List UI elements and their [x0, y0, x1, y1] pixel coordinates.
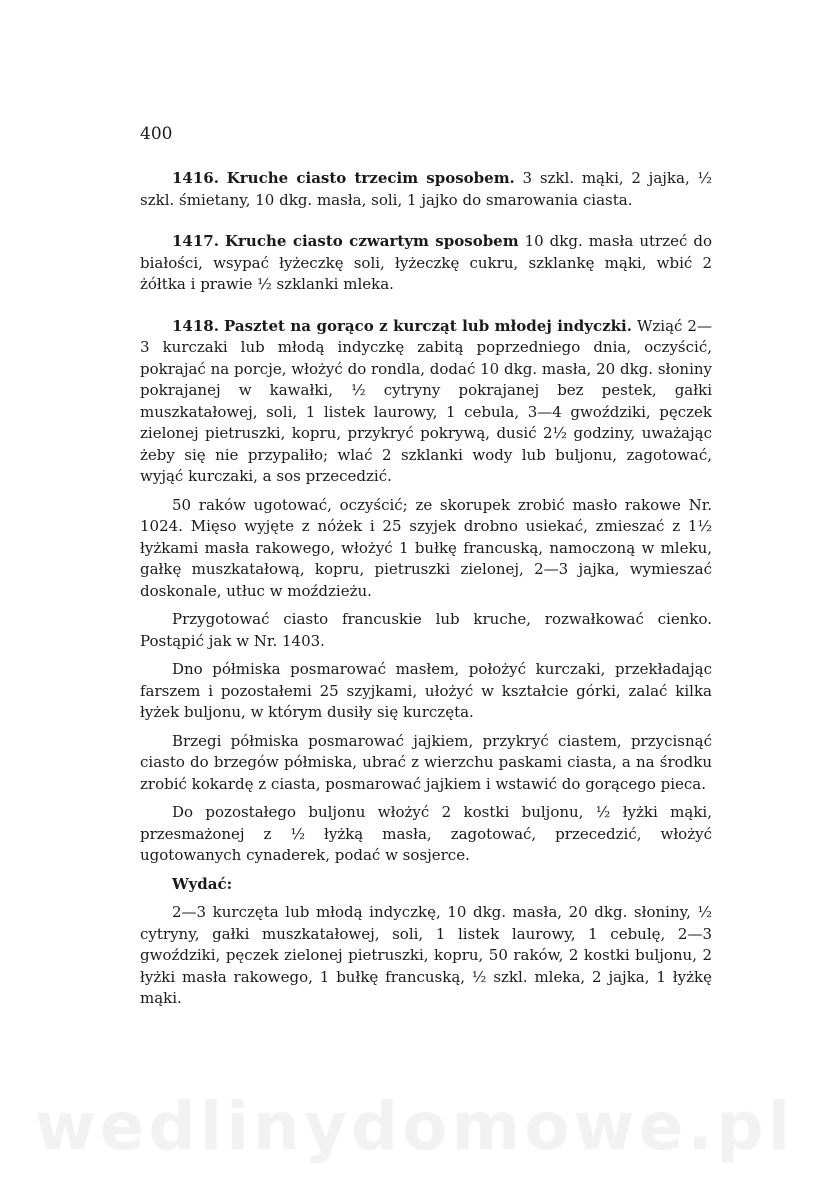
recipe-paragraph: [140, 316, 712, 488]
recipe-paragraph: [140, 231, 712, 296]
recipe-1416: [140, 168, 712, 211]
serving-heading: Wydać:: [172, 874, 233, 893]
recipe-title: Kruche ciasto trzecim sposobem.: [226, 169, 515, 187]
recipe-title: Kruche ciasto czwartym sposobem: [224, 232, 519, 250]
recipe-paragraph: Do pozostałego buljonu włożyć 2 kostki buljonu, ½ łyżki mąki, przesmażonej z ½ łyżką masła, zagotować, przecedzić, włożyć ugotowanych cynaderek, podać w sosjerce.: [140, 803, 712, 864]
recipe-1417: [140, 231, 712, 296]
recipe-paragraph: 50 raków ugotować, oczyścić; ze skorupek zrobić masło rakowe Nr. 1024. Mięso wyjęte z nóżek i 25 szyjek drobno usiekać, zmieszać z 1½ łyżkami masła rakowego, włożyć 1 bułkę francuską, namoczoną w mleku, gałkę muszkatałową, kopru, pietruszki zielonej, 2—3 jajka, wymieszać doskonale, utłuc w moździeżu.: [140, 495, 712, 600]
recipe-number: 1418.: [172, 316, 219, 335]
recipe-paragraph: Brzegi półmiska posmarować jajkiem, przykryć ciastem, przycisnąć ciasto do brzegów półmiska, ubrać z wierzchu paskami ciasta, a na środku zrobić kokardę z ciasta, posmarować jajkiem i wstawić do gorącego pieca.: [140, 731, 712, 793]
recipe-title: Pasztet na gorąco z kurcząt lub młodej indyczki.: [223, 316, 632, 335]
recipe-paragraph: Dno półmiska posmarować masłem, położyć kurczaki, przekładając farszem i pozostałemi 25 szyjkami, ułożyć w kształcie górki, zalać kilka łyżek buljonu, w którym dusiły się kurczęta.: [140, 660, 712, 721]
page-number: 400: [140, 124, 173, 144]
watermark: wedlinydomowe.pl: [34, 1088, 795, 1165]
recipe-text: Wziąć 2—3 kurczaki lub młodą indyczkę zabitą poprzedniego dnia, oczyścić, pokrajać na porcje, włożyć do rondla, dodać 10 dkg. masła, 20 dkg. słoniny pokrajanej w kawałki, ½ cytryny pokrajanej bez pestek, gałki muszkatałowej, soli, 1 listek laurowy, 1 cebula, 3—4 gwoździki, pęczek zielonej pietruszki, kopru, przykryć pokrywą, dusić 2½ godziny, uważając żeby się nie przypaliło; wlać 2 szklanki wody lub buljonu, zagotować, wyjąć kurczaki, a sos przecedzić.: [140, 316, 712, 485]
serving-ingredients: 2—3 kurczęta lub młodą indyczkę, 10 dkg. masła, 20 dkg. słoniny, ½ cytryny, gałki muszkatałowej, soli, 1 listek laurowy, 1 cebulę, 2—3 gwoździki, pęczek zielonej pietruszki, kopru, 50 raków, 2 kostki buljonu, 2 łyżki masła rakowego, 1 bułkę francuską, ½ szkl. mleka, 2 jajka, 1 łyżkę mąki.: [140, 903, 712, 1007]
recipe-number: 1416.: [172, 169, 219, 187]
recipe-paragraph: [140, 168, 712, 211]
recipe-text: 10 dkg. masła utrzeć do białości, wsypać łyżeczkę soli, łyżeczkę cukru, szklankę mąki, wbić 2 żółtka i prawie ½ szklanki mleka.: [140, 232, 712, 293]
recipe-paragraph: Przygotować ciasto francuskie lub kruche, rozwałkować cienko. Postąpić jak w Nr. 1403.: [140, 610, 712, 650]
page-content: [140, 168, 712, 1030]
recipe-1418: [140, 316, 712, 1010]
recipe-text: 3 szkl. mąki, 2 jajka, ½ szkl. śmietany, 10 dkg. masła, soli, 1 jajko do smarowania ciasta.: [140, 169, 712, 209]
recipe-number: 1417.: [172, 232, 219, 250]
